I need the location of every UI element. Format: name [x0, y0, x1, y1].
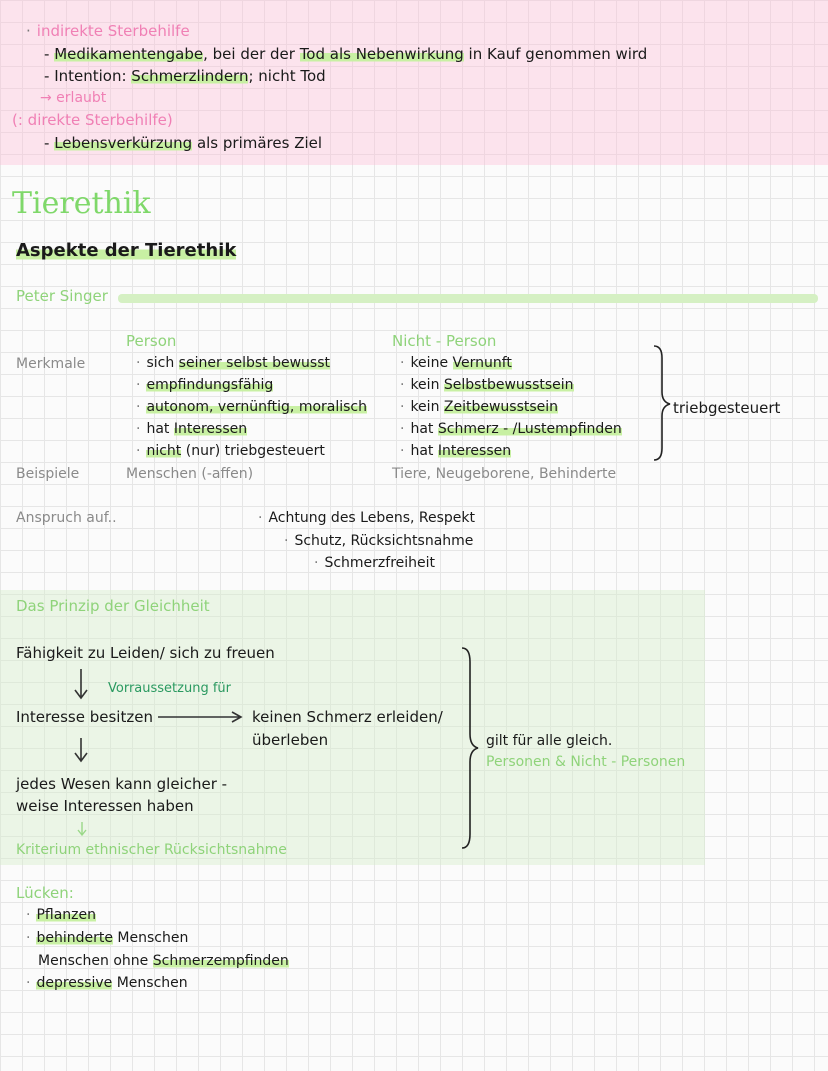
anspruch-item-2 — [284, 533, 473, 549]
nicht_person-item — [400, 399, 558, 415]
beispiel-nicht-person: Tiere, Neugeborene, Behinderte — [392, 466, 617, 482]
erlaubt-note: → erlaubt — [40, 90, 107, 106]
bullet: · — [136, 355, 141, 371]
sterbehilfe-line-1: - Medikamentengabe, bei der der Tod als Nebenwirkung in Kauf genommen wird — [44, 45, 648, 63]
luecken-item-3 — [38, 953, 289, 969]
nicht_person-item — [400, 421, 622, 437]
anspruch-item-3 — [314, 555, 435, 571]
text: Intention: — [54, 67, 132, 85]
nicht_person-item — [400, 377, 574, 393]
anspruch-text: Schutz, Rücksichtsnahme — [294, 533, 474, 549]
highlight: autonom, vernünftig, moralisch — [146, 399, 367, 415]
text: kein — [410, 399, 444, 415]
bullet: · — [284, 533, 289, 549]
highlight: Interessen — [173, 421, 248, 437]
arrow-right-icon — [156, 710, 246, 724]
person-item — [136, 355, 330, 371]
beispiel-person: Menschen (-affen) — [126, 466, 254, 482]
peter-singer-heading: Peter Singer — [16, 287, 108, 305]
kriterium-text: Kriterium ethnischer Rücksichtsnahme — [16, 842, 287, 858]
jedes-wesen-line-1: jedes Wesen kann gleicher - — [16, 775, 228, 793]
text: (nur) triebgesteuert — [181, 443, 325, 459]
indirekte-sterbehilfe-heading — [26, 22, 190, 40]
sterbehilfe-line-3: - Lebensverkürzung als primäres Ziel — [44, 134, 323, 152]
bullet: · — [400, 421, 405, 437]
bullet: · — [136, 377, 141, 393]
vorraussetzung-label: Vorraussetzung für — [108, 681, 231, 696]
subtitle — [16, 240, 236, 261]
text: , bei der der — [203, 45, 300, 63]
anspruch-text: Schmerzfreiheit — [324, 555, 436, 571]
highlight: seiner selbst bewusst — [178, 355, 330, 371]
highlight: Selbstbewusstsein — [443, 377, 574, 393]
highlight: Schmerzlindern — [131, 67, 249, 85]
bullet: · — [26, 930, 31, 946]
nicht-person-header: Nicht - Person — [392, 332, 497, 350]
arrow-down-icon — [72, 667, 92, 703]
subtitle-text: Aspekte der Tierethik — [16, 240, 237, 261]
highlight: Schmerzempfinden — [152, 953, 289, 969]
luecken-item-4 — [26, 975, 188, 991]
triebgesteuert-label: triebgesteuert — [673, 399, 781, 417]
person-header: Person — [126, 332, 177, 350]
text: ; nicht Tod — [248, 67, 326, 85]
luecken-item-2 — [26, 930, 188, 946]
faehigkeit-text: Fähigkeit zu Leiden/ sich zu freuen — [16, 644, 275, 662]
bullet: · — [400, 355, 405, 371]
text: hat — [146, 421, 174, 437]
text: hat — [410, 443, 438, 459]
luecken-heading: Lücken: — [16, 884, 74, 902]
anspruch-item-1 — [258, 510, 475, 526]
interesse-text: Interesse besitzen — [16, 708, 153, 726]
highlight: nicht — [146, 443, 182, 459]
text: Menschen ohne — [38, 953, 153, 969]
bullet: · — [26, 907, 31, 923]
beispiele-label: Beispiele — [16, 466, 80, 482]
peter-singer-underline — [118, 294, 818, 303]
bullet: · — [400, 377, 405, 393]
text: hat — [410, 421, 438, 437]
heading-text: indirekte Sterbehilfe — [36, 22, 190, 40]
text: in Kauf genommen wird — [463, 45, 648, 63]
text: kein — [410, 377, 444, 393]
highlight: Vernunft — [452, 355, 512, 371]
bullet: · — [26, 975, 31, 991]
bullet: · — [136, 399, 141, 415]
person-item — [136, 377, 273, 393]
highlight: Lebensverkürzung — [54, 134, 193, 152]
text: sich — [146, 355, 179, 371]
highlight: behinderte — [36, 930, 113, 946]
highlight: depressive — [36, 975, 113, 991]
bullet: · — [400, 443, 405, 459]
arrow-down-icon — [72, 736, 92, 766]
highlight: empfindungsfähig — [146, 377, 274, 393]
person-item — [136, 443, 325, 459]
direkte-sterbehilfe-heading: (: direkte Sterbehilfe) — [12, 111, 173, 129]
highlight: Tod als Nebenwirkung — [299, 45, 464, 63]
curly-brace-gleichheit — [458, 646, 482, 852]
bullet: · — [136, 421, 141, 437]
person-item — [136, 399, 367, 415]
bullet: · — [400, 399, 405, 415]
bullet: · — [258, 510, 263, 526]
gilt-fuer-alle-line-2: Personen & Nicht - Personen — [486, 754, 686, 770]
bullet: · — [136, 443, 141, 459]
keinen-schmerz-line-2: überleben — [252, 731, 329, 749]
text: keine — [410, 355, 453, 371]
highlight: Pflanzen — [36, 907, 97, 923]
highlight: Schmerz - /Lustempfinden — [437, 421, 622, 437]
sterbehilfe-line-2: - Intention: Schmerzlindern; nicht Tod — [44, 67, 326, 85]
luecken-item-1 — [26, 907, 96, 923]
jedes-wesen-line-2: weise Interessen haben — [16, 797, 194, 815]
text: Menschen — [112, 930, 189, 946]
bullet: · — [26, 22, 31, 40]
gleichheit-heading: Das Prinzip der Gleichheit — [16, 597, 210, 615]
gilt-fuer-alle-line-1: gilt für alle gleich. — [486, 733, 613, 749]
bullet: · — [314, 555, 319, 571]
anspruch-text: Achtung des Lebens, Respekt — [268, 510, 476, 526]
person-item — [136, 421, 247, 437]
highlight: Medikamentengabe — [54, 45, 204, 63]
gleichheit-box-background — [0, 590, 705, 865]
nicht_person-item — [400, 355, 512, 371]
text: als primäres Ziel — [192, 134, 323, 152]
text: Menschen — [112, 975, 188, 991]
page-title: Tierethik — [12, 186, 151, 221]
nicht_person-item — [400, 443, 511, 459]
anspruch-label: Anspruch auf.. — [16, 510, 117, 526]
arrow-down-small-icon — [76, 821, 90, 839]
merkmale-label: Merkmale — [16, 356, 86, 372]
highlight: Zeitbewusstsein — [443, 399, 559, 415]
highlight: Interessen — [437, 443, 512, 459]
keinen-schmerz-line-1: keinen Schmerz erleiden/ — [252, 708, 443, 726]
